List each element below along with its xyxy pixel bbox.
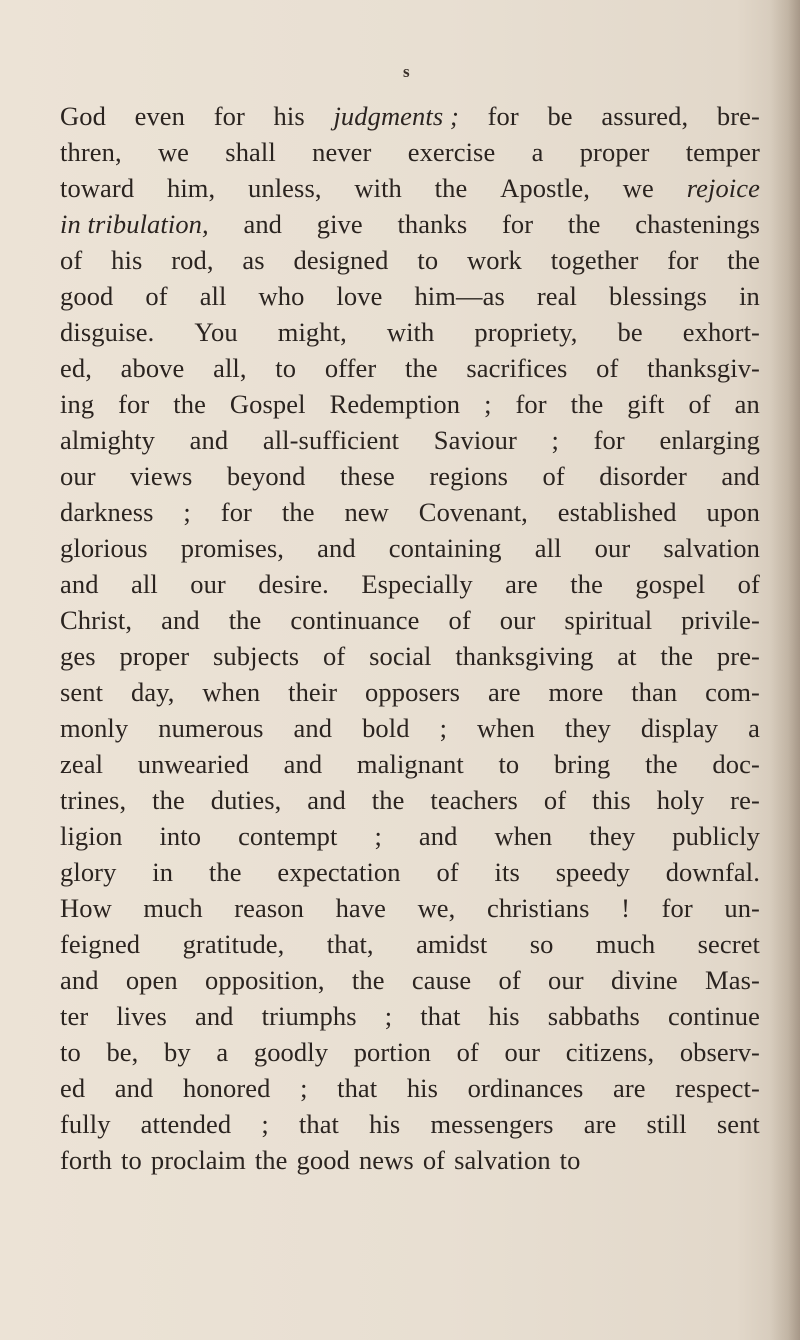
word: that xyxy=(420,1001,461,1031)
word: all, xyxy=(213,353,247,383)
text-line xyxy=(60,1070,760,1106)
word: even xyxy=(134,101,186,131)
word: divine xyxy=(610,965,678,995)
word: our xyxy=(60,461,96,491)
word: their xyxy=(288,677,338,707)
word: observ- xyxy=(679,1037,760,1067)
signature-mark: s xyxy=(403,62,411,81)
word: are xyxy=(583,1109,617,1139)
word: an xyxy=(734,389,760,419)
word: are xyxy=(505,569,538,599)
word: this xyxy=(592,785,631,815)
word: him—as xyxy=(414,281,505,311)
word: lives xyxy=(116,1001,167,1031)
word: darkness xyxy=(60,497,154,527)
text-line xyxy=(60,818,760,854)
word: propriety, xyxy=(474,317,578,347)
word: for xyxy=(220,497,252,527)
word: spiritual xyxy=(564,605,653,635)
word: un- xyxy=(724,893,760,923)
word: of xyxy=(436,857,459,887)
word: zeal xyxy=(60,749,104,779)
word: in xyxy=(739,281,760,311)
word: good xyxy=(296,1145,350,1175)
word: who xyxy=(258,281,305,311)
word: display xyxy=(640,713,719,743)
word: that xyxy=(298,1109,340,1139)
word: the xyxy=(254,1145,288,1175)
word: together xyxy=(550,245,639,275)
word: our xyxy=(499,605,536,635)
word: and xyxy=(283,749,323,779)
word: with xyxy=(354,173,402,203)
text-line xyxy=(60,674,760,710)
word: enlarging xyxy=(659,425,760,455)
word: opposers xyxy=(365,677,461,707)
word: promises, xyxy=(180,533,284,563)
text-line xyxy=(60,206,760,242)
text-line xyxy=(60,458,760,494)
word: be xyxy=(617,317,643,347)
word: fully xyxy=(60,1109,111,1139)
word: rod, xyxy=(171,245,214,275)
word: and xyxy=(161,605,200,635)
word: and xyxy=(189,425,229,455)
word: reason xyxy=(234,893,304,923)
word: amidst xyxy=(416,929,488,959)
word: Redemption xyxy=(329,389,461,419)
word: the xyxy=(228,605,262,635)
word: at xyxy=(617,641,637,671)
word: new xyxy=(344,497,389,527)
word: all xyxy=(199,281,227,311)
word: good xyxy=(60,281,114,311)
text-line xyxy=(60,962,760,998)
word: malignant xyxy=(356,749,464,779)
word: shall xyxy=(225,137,276,167)
word: and xyxy=(114,1073,154,1103)
word: so xyxy=(529,929,554,959)
word: holy xyxy=(656,785,705,815)
word: and xyxy=(721,461,760,491)
word: of xyxy=(448,605,471,635)
word: rejoice xyxy=(686,173,760,203)
word: the xyxy=(208,857,242,887)
text-line xyxy=(60,602,760,638)
word: salvation xyxy=(454,1145,551,1175)
word: proper xyxy=(579,137,650,167)
word: secret xyxy=(697,929,760,959)
word: continuance xyxy=(290,605,420,635)
word: might, xyxy=(277,317,347,347)
word: ; xyxy=(384,1001,393,1031)
word: sacrifices xyxy=(466,353,568,383)
word: when xyxy=(202,677,261,707)
word: ; xyxy=(551,425,559,455)
word: are xyxy=(613,1073,646,1103)
word: contempt xyxy=(238,821,338,851)
word: You xyxy=(194,317,238,347)
word: our xyxy=(504,1037,541,1067)
word: when xyxy=(494,821,553,851)
word: we xyxy=(622,173,654,203)
word: news xyxy=(358,1145,414,1175)
word: to xyxy=(121,1145,142,1175)
word: with xyxy=(386,317,435,347)
word: of xyxy=(498,965,521,995)
word: have xyxy=(335,893,386,923)
word: respect- xyxy=(675,1073,760,1103)
word: and xyxy=(293,713,333,743)
word: give xyxy=(316,209,363,239)
word: Saviour xyxy=(433,425,517,455)
word: thanksgiving xyxy=(455,641,594,671)
word: social xyxy=(369,641,432,671)
word: ed xyxy=(60,1073,86,1103)
word: the xyxy=(660,641,694,671)
word: thren, xyxy=(60,137,122,167)
word: continue xyxy=(667,1001,760,1031)
text-line xyxy=(60,386,760,422)
text-line xyxy=(60,530,760,566)
word: teachers xyxy=(430,785,518,815)
word: views xyxy=(130,461,193,491)
word: to xyxy=(275,353,297,383)
word: his xyxy=(406,1073,439,1103)
word: much xyxy=(143,893,203,923)
word: expectation xyxy=(277,857,401,887)
word: to xyxy=(417,245,439,275)
word: for xyxy=(487,101,519,131)
word: that xyxy=(337,1073,378,1103)
word: doc- xyxy=(712,749,760,779)
word: to xyxy=(60,1037,81,1067)
word: day, xyxy=(130,677,175,707)
word: unwearied xyxy=(137,749,249,779)
word: of xyxy=(596,353,619,383)
word: bold xyxy=(362,713,410,743)
word: a xyxy=(748,713,760,743)
word: proper xyxy=(119,641,190,671)
word: toward xyxy=(60,173,135,203)
word: citizens, xyxy=(565,1037,655,1067)
text-line xyxy=(60,566,760,602)
word: ; xyxy=(484,389,492,419)
word: be xyxy=(547,101,573,131)
text-line xyxy=(60,170,760,206)
word: open xyxy=(125,965,178,995)
text-line xyxy=(60,638,760,674)
page-edge-shadow xyxy=(770,0,800,1340)
word: and xyxy=(243,209,283,239)
text-line xyxy=(60,1034,760,1070)
word: blessings xyxy=(608,281,708,311)
word: assured, xyxy=(601,101,689,131)
word: bre- xyxy=(716,101,760,131)
word: and xyxy=(60,569,99,599)
word: gospel xyxy=(635,569,706,599)
word: much xyxy=(595,929,656,959)
word: still xyxy=(646,1109,687,1139)
text-line xyxy=(60,710,760,746)
word: containing xyxy=(388,533,502,563)
word: by xyxy=(164,1037,191,1067)
word: ; xyxy=(374,821,382,851)
word: judgments ; xyxy=(333,101,459,131)
word: of xyxy=(543,785,567,815)
word: in xyxy=(152,857,174,887)
word: subjects xyxy=(213,641,300,671)
word: for xyxy=(118,389,150,419)
word: the xyxy=(570,389,604,419)
word: of xyxy=(542,461,565,491)
text-line xyxy=(60,494,760,530)
word: ; xyxy=(300,1073,308,1103)
word: exercise xyxy=(407,137,496,167)
word: numerous xyxy=(158,713,264,743)
word: messengers xyxy=(430,1109,554,1139)
word: ; xyxy=(183,497,191,527)
word: the xyxy=(152,785,185,815)
word: the xyxy=(405,353,438,383)
word: the xyxy=(434,173,468,203)
word: for xyxy=(593,425,625,455)
word: the xyxy=(173,389,206,419)
text-line xyxy=(60,134,760,170)
word: feigned xyxy=(60,929,141,959)
word: his xyxy=(369,1109,401,1139)
word: real xyxy=(536,281,577,311)
word: ing xyxy=(60,389,95,419)
word: glory xyxy=(60,857,117,887)
text-line xyxy=(60,98,760,134)
word: for xyxy=(515,389,547,419)
word: the xyxy=(281,497,315,527)
word: Mas- xyxy=(705,965,760,995)
word: regions xyxy=(429,461,509,491)
word: com- xyxy=(705,677,760,707)
word: monly xyxy=(60,713,129,743)
word: Especially xyxy=(361,569,473,599)
word: proclaim xyxy=(150,1145,246,1175)
word: of xyxy=(145,281,168,311)
text-line xyxy=(60,1106,760,1142)
word: a xyxy=(531,137,544,167)
word: and xyxy=(418,821,458,851)
word: temper xyxy=(685,137,760,167)
word: more xyxy=(548,677,604,707)
word: christians xyxy=(486,893,590,923)
word: designed xyxy=(293,245,389,275)
word: bring xyxy=(553,749,611,779)
word: attended xyxy=(140,1109,232,1139)
word: sabbaths xyxy=(547,1001,640,1031)
word: downfal. xyxy=(665,857,760,887)
word: of xyxy=(422,1145,446,1175)
word: to xyxy=(559,1145,581,1175)
word: to xyxy=(498,749,520,779)
word: they xyxy=(564,713,611,743)
word: of xyxy=(737,569,760,599)
word: all xyxy=(131,569,158,599)
text-line xyxy=(60,854,760,890)
word: his xyxy=(273,101,305,131)
word: we xyxy=(157,137,190,167)
word: for xyxy=(501,209,534,239)
word: above xyxy=(120,353,185,383)
word: the xyxy=(645,749,678,779)
word: ligion xyxy=(60,821,123,851)
word: ; xyxy=(439,713,448,743)
word: disorder xyxy=(599,461,687,491)
word: for xyxy=(661,893,693,923)
word: that, xyxy=(326,929,374,959)
word: the xyxy=(727,245,760,275)
word: privile- xyxy=(681,605,760,635)
word: our xyxy=(190,569,226,599)
word: pre- xyxy=(716,641,760,671)
word: beyond xyxy=(226,461,306,491)
word: they xyxy=(589,821,636,851)
word: the xyxy=(570,569,603,599)
word: work xyxy=(467,245,522,275)
word: ; xyxy=(261,1109,269,1139)
word: chastenings xyxy=(635,209,760,239)
word: trines, xyxy=(60,785,127,815)
word: sent xyxy=(716,1109,760,1139)
word: never xyxy=(312,137,372,167)
word: gratitude, xyxy=(182,929,285,959)
word: these xyxy=(339,461,395,491)
word: ter xyxy=(60,1001,89,1031)
word: Christ, xyxy=(60,605,133,635)
word: honored xyxy=(182,1073,271,1103)
word: desire. xyxy=(258,569,329,599)
text-line xyxy=(60,998,760,1034)
word: all xyxy=(534,533,562,563)
body-text xyxy=(60,98,760,1178)
word: are xyxy=(487,677,521,707)
word: in tribulation, xyxy=(60,209,209,239)
word: his xyxy=(111,245,143,275)
word: glorious xyxy=(60,533,148,563)
word: when xyxy=(477,713,535,743)
word: love xyxy=(336,281,383,311)
word: Covenant, xyxy=(418,497,528,527)
word: of xyxy=(323,641,346,671)
text-line xyxy=(60,314,760,350)
word: salvation xyxy=(663,533,760,563)
word: almighty xyxy=(60,425,156,455)
word: as xyxy=(242,245,265,275)
word: ges xyxy=(60,641,96,671)
word: thanks xyxy=(397,209,468,239)
word: ! xyxy=(621,893,631,923)
word: be, xyxy=(106,1037,139,1067)
word: our xyxy=(548,965,584,995)
word: gift xyxy=(627,389,665,419)
word: and xyxy=(60,965,99,995)
word: Apostle, xyxy=(500,173,591,203)
word: disguise. xyxy=(60,317,155,347)
word: speedy xyxy=(555,857,630,887)
text-line xyxy=(60,890,760,926)
word: the xyxy=(351,965,385,995)
word: into xyxy=(159,821,202,851)
word: the xyxy=(371,785,405,815)
text-line xyxy=(60,242,760,278)
word: we, xyxy=(417,893,456,923)
word: thanksgiv- xyxy=(647,353,760,383)
word: triumphs xyxy=(261,1001,357,1031)
word: its xyxy=(494,857,520,887)
word: and xyxy=(194,1001,234,1031)
word: duties, xyxy=(210,785,282,815)
word: upon xyxy=(706,497,760,527)
word: cause xyxy=(411,965,472,995)
word: a xyxy=(216,1037,229,1067)
text-line xyxy=(60,782,760,818)
text-line xyxy=(60,926,760,962)
word: re- xyxy=(730,785,760,815)
word: portion xyxy=(353,1037,431,1067)
word: goodly xyxy=(253,1037,329,1067)
text-line xyxy=(60,746,760,782)
word: ordinances xyxy=(467,1073,584,1103)
word: forth xyxy=(60,1145,113,1175)
word: the xyxy=(567,209,601,239)
word: and xyxy=(307,785,346,815)
word: than xyxy=(631,677,678,707)
text-line xyxy=(60,278,760,314)
word: opposition, xyxy=(205,965,325,995)
word: and xyxy=(317,533,356,563)
text-line xyxy=(60,350,760,386)
word: our xyxy=(594,533,631,563)
word: for xyxy=(667,245,699,275)
word: of xyxy=(688,389,711,419)
word: of xyxy=(456,1037,479,1067)
word: for xyxy=(213,101,245,131)
text-line xyxy=(60,422,760,458)
text-line xyxy=(60,1142,760,1178)
word: God xyxy=(60,101,106,131)
word: offer xyxy=(324,353,377,383)
word: him, xyxy=(166,173,216,203)
word: ed, xyxy=(60,353,92,383)
word: Gospel xyxy=(229,389,306,419)
word: unless, xyxy=(248,173,322,203)
word: publicly xyxy=(672,821,760,851)
word: How xyxy=(60,893,112,923)
word: his xyxy=(488,1001,520,1031)
word: established xyxy=(557,497,677,527)
word: exhort- xyxy=(682,317,760,347)
word: sent xyxy=(60,677,104,707)
word: of xyxy=(60,245,83,275)
word: all-sufficient xyxy=(262,425,400,455)
